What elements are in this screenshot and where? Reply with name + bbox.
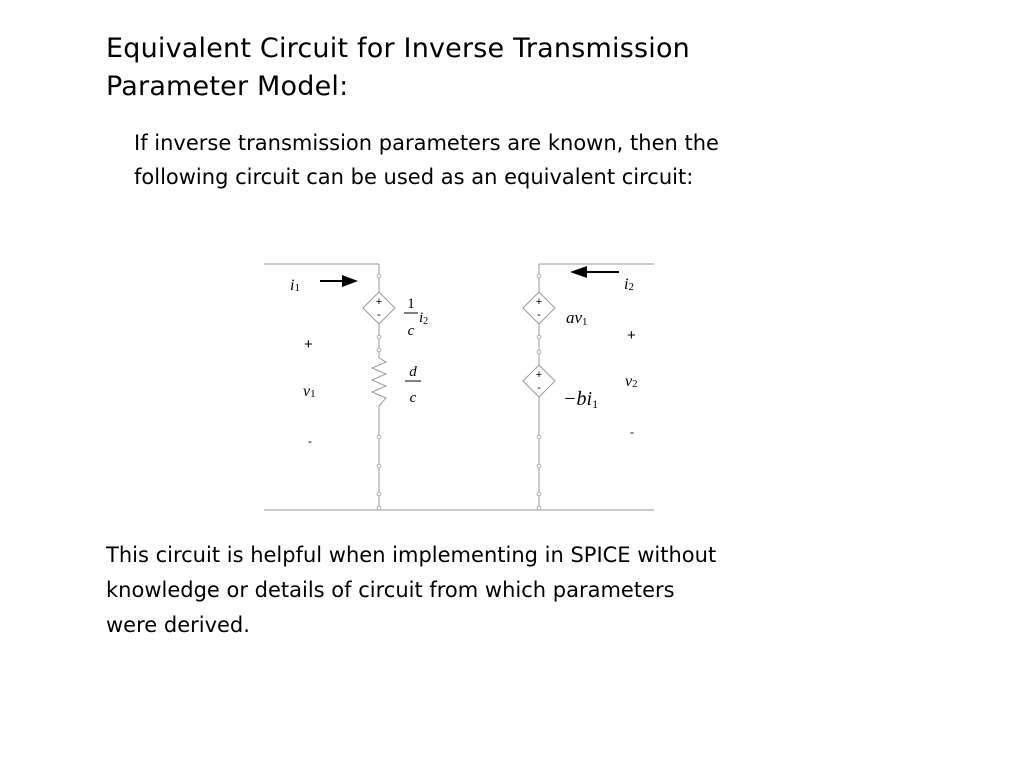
svg-text:i2: i2 <box>419 310 429 327</box>
svg-text:1: 1 <box>407 296 415 312</box>
label-i1: i1 <box>290 277 300 294</box>
resistor-value <box>405 364 421 406</box>
label-i2: i2 <box>624 276 634 293</box>
label-v2: v2 <box>625 373 638 390</box>
note-line-1: This circuit is helpful when implementing in SPICE without <box>106 543 717 567</box>
note-line-3: were derived. <box>106 613 250 637</box>
source-1-value <box>404 296 428 339</box>
node-dot <box>377 348 381 352</box>
node-dot <box>537 335 541 339</box>
node-dot <box>537 350 541 354</box>
source-2-minus: - <box>537 309 541 321</box>
node-dot <box>537 435 541 439</box>
source-2-value: av1 <box>566 308 588 328</box>
node-dot <box>537 274 541 278</box>
title-line-1: Equivalent Circuit for Inverse Transmission <box>106 33 690 64</box>
node-dot <box>377 274 381 278</box>
source-1-plus: + <box>375 296 383 308</box>
current-arrow-i1 <box>320 275 358 287</box>
node-dot <box>377 506 381 510</box>
resistor <box>372 358 386 406</box>
svg-text:c: c <box>409 390 417 406</box>
intro-line-2: following circuit can be used as an equivalent circuit: <box>134 165 694 189</box>
title-line-2: Parameter Model: <box>106 71 349 102</box>
label-minus-right: - <box>630 425 634 439</box>
label-minus-left: - <box>308 434 312 448</box>
node-dot <box>537 464 541 468</box>
svg-text:c: c <box>407 323 415 339</box>
source-3-minus: - <box>537 382 541 394</box>
source-3-value: −bi1 <box>563 388 599 411</box>
node-dot <box>377 492 381 496</box>
node-dot <box>377 435 381 439</box>
source-2-plus: + <box>535 296 543 308</box>
node-dot <box>537 506 541 510</box>
label-v1: v1 <box>303 383 316 400</box>
node-dot <box>537 492 541 496</box>
svg-text:d: d <box>409 364 417 380</box>
note-text <box>106 538 926 643</box>
source-1-minus: - <box>377 309 381 321</box>
node-dot <box>377 335 381 339</box>
current-arrow-i2 <box>570 266 619 278</box>
label-plus-left: + <box>304 336 313 353</box>
note-line-2: knowledge or details of circuit from which parameters <box>106 578 675 602</box>
label-plus-right: + <box>627 327 636 344</box>
intro-line-1: If inverse transmission parameters are known, then the <box>134 131 719 155</box>
source-3-plus: + <box>535 369 543 381</box>
node-dot <box>377 464 381 468</box>
